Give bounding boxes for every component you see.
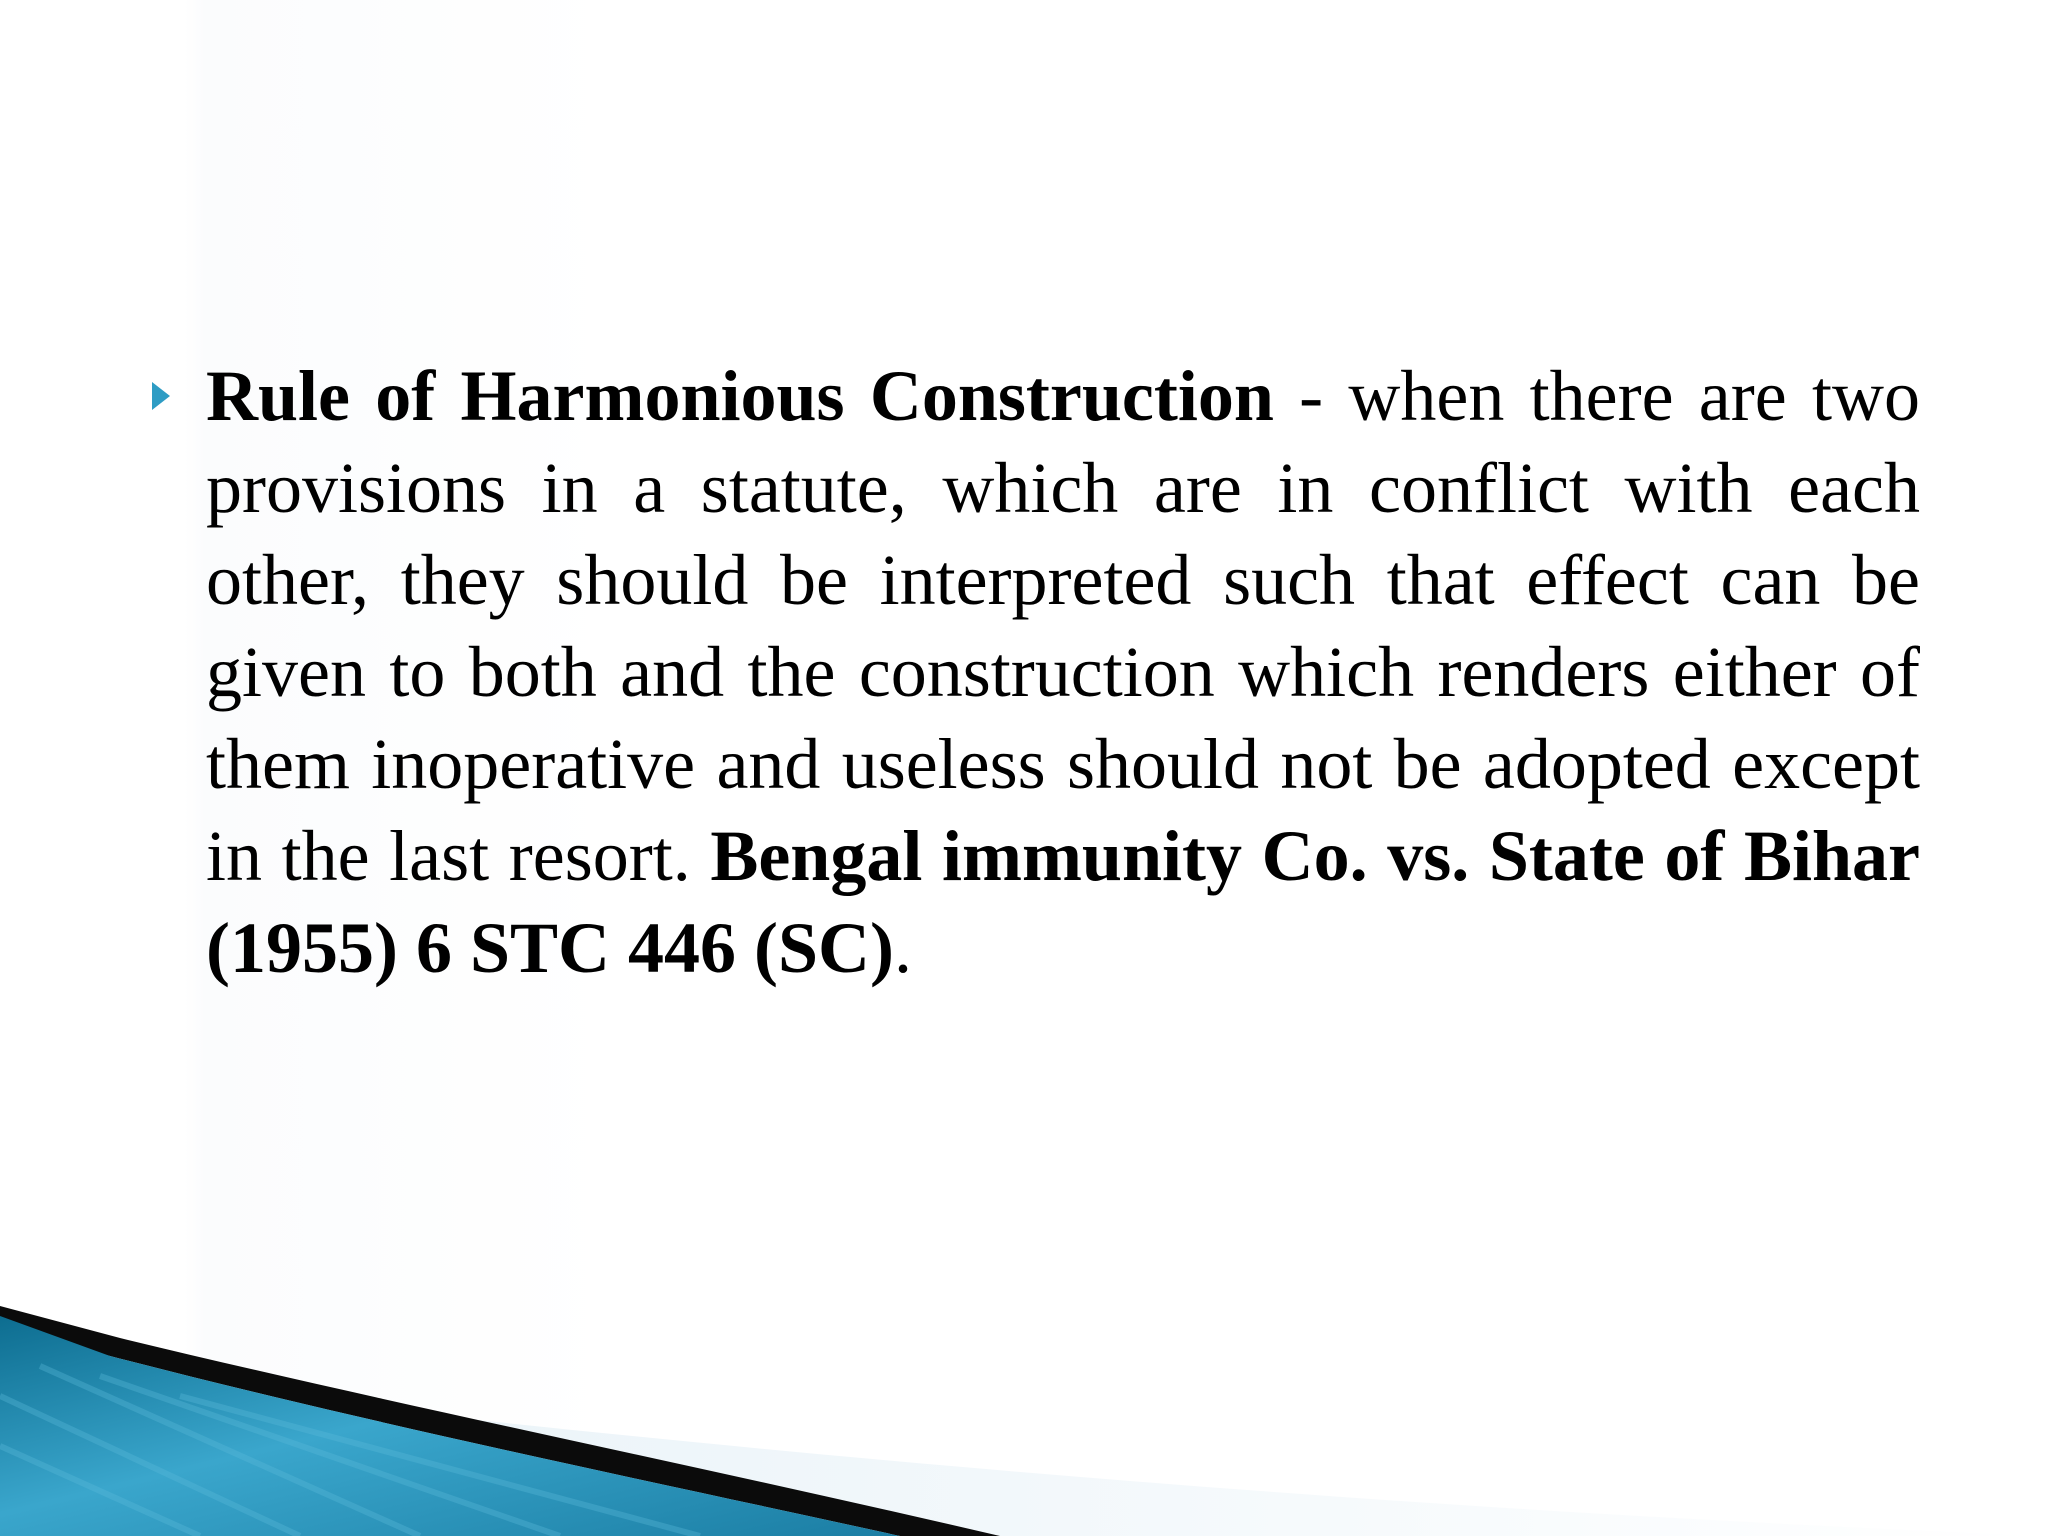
content-area xyxy=(140,350,1940,994)
bullet-text xyxy=(206,350,1920,994)
term-separator: - xyxy=(1273,356,1349,436)
rule-term: Rule of Harmonious Construction xyxy=(206,356,1274,436)
triangle-bullet-icon xyxy=(152,382,170,410)
rule-description: when there are two provisions in a statute, which are in conflict with each other, they should be interpreted such that effect can be given to both and the construction which renders either of them inoperative and useless should not be adopted except in the last resort. xyxy=(206,356,1920,896)
end-punctuation: . xyxy=(894,908,913,988)
case-citation: Bengal immunity Co. vs. State of Bihar (1955) 6 STC 446 (SC) xyxy=(206,816,1920,988)
bottom-wave-decoration xyxy=(0,1276,2048,1536)
bullet-item xyxy=(140,350,1940,994)
